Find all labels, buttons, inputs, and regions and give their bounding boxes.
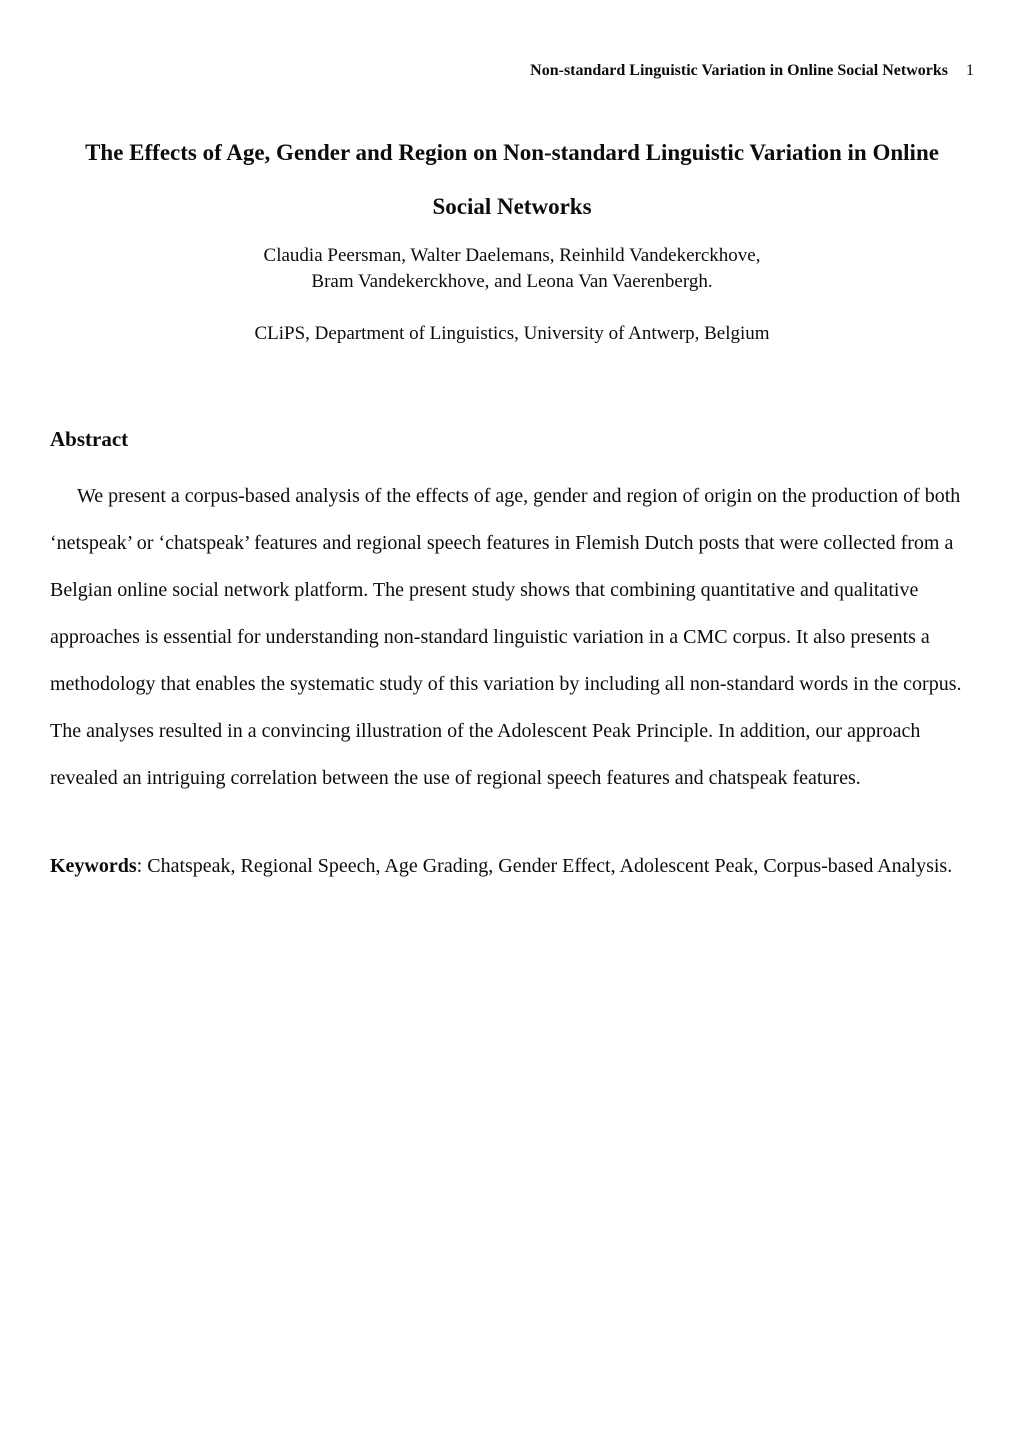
author-line-1: Claudia Peersman, Walter Daelemans, Reinhild Vandekerckhove, [263, 245, 761, 266]
abstract-text: We present a corpus-based analysis of the effects of age, gender and region of origin on the production of both ‘netspeak’ or ‘chatspeak’ features and regional speech features in Flemish Dutch posts that were collected from a Belgian online social network platform. The present study shows that combining quantitative and qualitative approaches is essential for understanding non-standard linguistic variation in a CMC corpus. It also presents a methodology that enables the systematic study of this variation by including all non-standard words in the corpus. The analyses resulted in a convincing illustration of the Adolescent Peak Principle. In addition, our approach revealed an intriguing correlation between the use of regional speech features and chatspeak features. [50, 485, 962, 789]
abstract-heading: Abstract [50, 427, 129, 451]
page-number: 1 [966, 62, 974, 79]
paper-title-line-2: Social Networks [432, 194, 592, 219]
paper-title [50, 126, 974, 234]
paper-title-line-1: The Effects of Age, Gender and Region on Non-standard Linguistic Variation in Online [85, 140, 939, 165]
running-head-text: Non-standard Linguistic Variation in Online Social Networks [530, 62, 948, 79]
keywords-label: Keywords [50, 855, 137, 877]
running-header [50, 0, 974, 82]
keywords-section [50, 843, 974, 890]
author-line-2: Bram Vandekerckhove, and Leona Van Vaerenbergh. [311, 271, 713, 292]
affiliation: CLiPS, Department of Linguistics, University of Antwerp, Belgium [254, 323, 770, 344]
keywords-text: : Chatspeak, Regional Speech, Age Grading, Gender Effect, Adolescent Peak, Corpus-based Analysis. [136, 855, 953, 877]
author-list [50, 243, 974, 295]
